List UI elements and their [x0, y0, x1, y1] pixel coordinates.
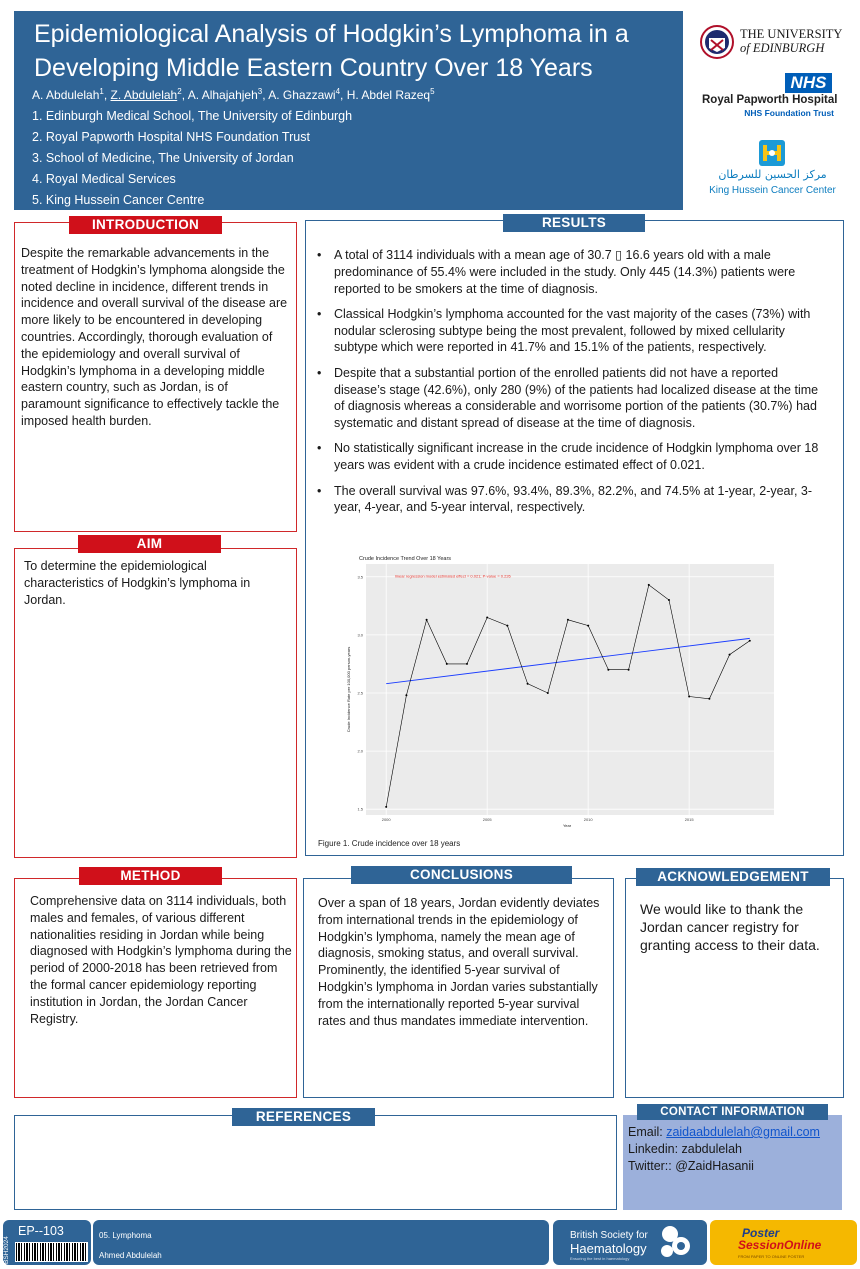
results-label: RESULTS [503, 214, 645, 232]
edinburgh-logo [700, 24, 850, 64]
contact-label: CONTACT INFORMATION [637, 1104, 828, 1120]
incidence-data-point [486, 616, 488, 618]
affiliation-1: 1. Edinburgh Medical School, The University of Edinburgh [32, 109, 353, 123]
y-tick-label: 1.5 [357, 806, 363, 812]
references-label: REFERENCES [232, 1108, 375, 1126]
results-bullet: • Classical Hodgkin’s lymphoma accounted for the vast majority of the cases (73%) with nodular sclerosing subtype being the most prevalent, followed by mixed cellularity subtype which were reported in 41.7% and 15.1% of the patients, respectively. [316, 306, 826, 356]
poster-header [14, 11, 683, 210]
papworth-name: Royal Papworth Hospital [702, 94, 838, 106]
author-name [188, 88, 263, 102]
incidence-data-point [547, 692, 549, 694]
incidence-data-point [668, 599, 670, 601]
author-name-text: Z. Abdulelah [110, 88, 178, 102]
affiliation-2: 2. Royal Papworth Hospital NHS Foundation Trust [32, 130, 310, 144]
incidence-data-point [587, 625, 589, 627]
incidence-data-point [385, 806, 387, 808]
x-tick-label: 2010 [583, 817, 593, 822]
pso-tagline: FROM PAPER TO ONLINE POSTER [738, 1254, 805, 1259]
edinburgh-crest-icon [700, 24, 734, 60]
incidence-data-point [527, 683, 529, 685]
nhs-badge: NHS [785, 73, 832, 93]
author-affiliation-number: 1 [99, 87, 104, 96]
x-tick-label: 2015 [684, 817, 694, 822]
x-tick-label: 2000 [381, 817, 391, 822]
incidence-data-point [648, 584, 650, 586]
contact-email-line [628, 1125, 820, 1139]
author-affiliation-number: 2 [177, 87, 182, 96]
incidence-data-point [708, 698, 710, 700]
references-box [14, 1115, 617, 1210]
author-name-text: H. Abdel Razeq [346, 88, 431, 102]
author-list: A. Abdulelah$^1$, Z. Abdulelah$^2$, A. Alhajahjeh$^3$, A. Ghazzawi$^4$, H. Abdel Razeq$^5$ [32, 87, 435, 102]
results-bullet: • A total of 3114 individuals with a mean age of 30.7 ▯ 16.6 years old with a male predominance of 55.4% were included in the study. Only 445 (14.3%) patients were reported to be smokers at the time of diagnosis. [316, 247, 826, 297]
incidence-data-point [446, 663, 448, 665]
incidence-data-point [607, 669, 609, 671]
incidence-data-point [466, 663, 468, 665]
pso-line2: SessionOnline [738, 1238, 822, 1252]
papworth-trust: NHS Foundation Trust [744, 108, 834, 118]
contact-linkedin: Linkedin: zabdulelah [628, 1142, 742, 1156]
aim-label: AIM [78, 535, 221, 553]
incidence-data-point [688, 695, 690, 697]
incidence-data-point [749, 640, 751, 642]
author-affiliation-number: 4 [335, 87, 341, 96]
method-label: METHOD [79, 867, 222, 885]
incidence-data-point [628, 669, 630, 671]
poster-category: 05. Lymphoma [99, 1231, 152, 1240]
x-axis-label: Year [562, 823, 572, 827]
incidence-data-point [567, 619, 569, 621]
results-bullet-list [316, 247, 826, 525]
results-bullet: • Despite that a substantial portion of the enrolled patients did not have a reported disease’s stage (42.6%), only 280 (9%) of the patients had localized disease at the time of diagnosis whereas a considerable and worrisome portion of the patients (30.7%) had systematic and distant spread of disease at the time of diagnosis. [316, 365, 826, 432]
incidence-data-point [426, 619, 428, 621]
barcode-icon [15, 1242, 88, 1262]
conclusions-label: CONCLUSIONS [351, 866, 572, 884]
chart-annotation: linear regression model estimated effect = 0.021; P-value = 0.226 [395, 573, 511, 579]
method-text: Comprehensive data on 3114 individuals, both males and females, of various different nationalities residing in Jordan while being diagnosed with Hodgkin’s lymphoma during the period of 2000-2018 has been retrieved from the formal cancer epidemiology reporting institution in Jordan, the Jordan Cancer Registry. [30, 894, 292, 1026]
y-tick-label: 3.0 [357, 632, 363, 638]
affiliation-3: 3. School of Medicine, The University of Jordan [32, 151, 294, 165]
contact-email-link[interactable]: zaidaabdulelah@gmail.com [666, 1125, 820, 1139]
contact-email-label: Email: [628, 1125, 667, 1139]
pso-line1: Poster [742, 1226, 780, 1240]
results-bullet: • The overall survival was 97.6%, 93.4%, 89.3%, 82.2%, and 74.5% at 1-year, 2-year, 3-year, 4-year, and 5-year interval, respectively. [316, 483, 826, 517]
conclusions-text: Over a span of 18 years, Jordan evidently deviates from international trends in the epidemiology of Hodgkin’s lymphoma, namely the mean age of diagnosis, smoking status, and overall survival. Prominently, the identified 5-year survival of Hodgkin’s lymphoma in Jordan varies substantially from the internationally reported 5-year survival rates and thus mandates immediate intervention. [318, 896, 600, 1028]
bsh-tagline: Ensuring the best in haematology [570, 1256, 630, 1261]
incidence-data-point [729, 654, 731, 656]
y-tick-label: 3.5 [357, 574, 363, 580]
chart-title: Crude Incidence Trend Over 18 Years [359, 556, 452, 562]
bsh-circles-icon [657, 1224, 693, 1262]
vertical-id: BSH2024 [3, 1236, 10, 1264]
x-tick-label: 2005 [482, 817, 492, 822]
author-name [32, 88, 104, 102]
y-axis-label: Crude Incidence Rate per 100,000 person-years [346, 646, 351, 733]
results-bullet: • No statistically significant increase in the crude incidence of Hodgkin lymphoma over 18 years was evident with a crude incidence estimated effect of 0.021. [316, 440, 826, 474]
incidence-data-point [405, 694, 407, 696]
presenter-name: Ahmed Abdulelah [99, 1251, 162, 1260]
bsh-line1: British Society for [570, 1230, 648, 1241]
poster-title: Epidemiological Analysis of Hodgkin’s Lymphoma in a Developing Middle Eastern Country Over 18 Years [34, 20, 629, 82]
aim-text: To determine the epidemiological characteristics of Hodgkin’s lymphoma in Jordan. [24, 559, 251, 607]
author-name-text: A. Alhajahjeh [187, 88, 258, 102]
author-name-text: A. Abdulelah [32, 88, 100, 102]
y-tick-label: 2.0 [357, 748, 363, 754]
acknowledgement-label: ACKNOWLEDGEMENT [636, 868, 830, 886]
edinburgh-line2: of EDINBURGH [740, 41, 825, 55]
author-affiliation-number: 5 [430, 87, 435, 96]
khcc-arabic-name: مركز الحسين للسرطان [718, 168, 827, 181]
contact-twitter: Twitter:: @ZaidHasanii [628, 1159, 754, 1173]
author-name-text: A. Ghazzawi [268, 88, 336, 102]
bsh-line2: Haematology [570, 1241, 647, 1256]
affiliation-4: 4. Royal Medical Services [32, 172, 176, 186]
author-name [111, 88, 182, 102]
y-tick-label: 2.5 [357, 690, 363, 696]
author-name [268, 88, 340, 102]
khcc-logo-icon [759, 140, 785, 166]
chart-panel [366, 564, 774, 815]
incidence-chart [342, 553, 774, 827]
author-name [347, 88, 435, 102]
author-affiliation-number: 3 [257, 87, 263, 96]
figure-caption: Figure 1. Crude incidence over 18 years [318, 839, 461, 848]
introduction-label: INTRODUCTION [69, 216, 222, 234]
poster-code: EP--103 [18, 1224, 64, 1238]
affiliation-5: 5. King Hussein Cancer Centre [32, 193, 205, 207]
acknowledgement-text: We would like to thank the Jordan cancer registry for granting access to their data. [640, 901, 820, 953]
khcc-english-name: King Hussein Cancer Center [709, 185, 836, 196]
edinburgh-line1: THE UNIVERSITY [740, 27, 843, 41]
incidence-data-point [506, 625, 508, 627]
introduction-text: Despite the remarkable advancements in the treatment of Hodgkin’s lymphoma alongside the noted decline in incidence, different trends in incidence and overall survival of the disease are more likely to be encountered in developing countries. Accordingly, thorough evaluation of the epidemiology and overall survival of Hodgkin’s lymphoma in a developing middle eastern country, such as Jordan, is of paramount significance to effectively tackle the imposed health burden. [21, 246, 288, 428]
